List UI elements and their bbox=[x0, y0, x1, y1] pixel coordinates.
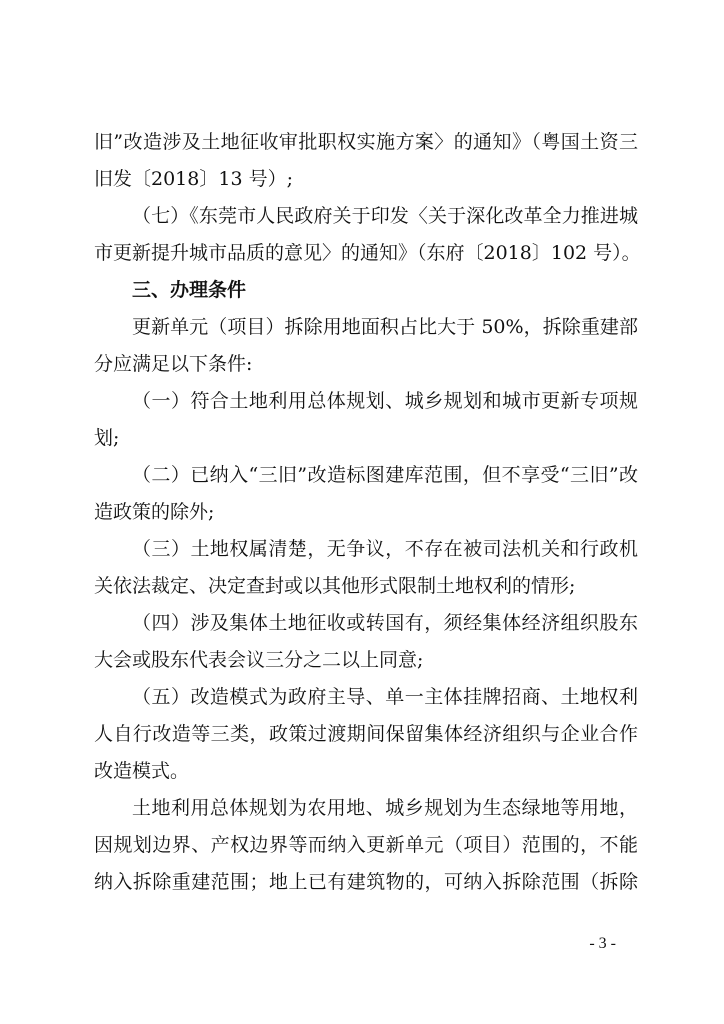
text-line: 市更新提升城市品质的意见〉的通知》（东府〔2018〕102 号）。 bbox=[94, 242, 641, 264]
text-line: 改造模式。 bbox=[94, 760, 190, 782]
text-line: 纳入拆除重建范围；地上已有建筑物的，可纳入拆除范围（拆除 bbox=[94, 871, 638, 893]
text-line: （一）符合土地利用总体规划、城乡规划和城市更新专项规 bbox=[132, 390, 638, 412]
text-line: 因规划边界、产权边界等而纳入更新单元（项目）范围的，不能 bbox=[94, 834, 638, 856]
text-line: 造政策的除外; bbox=[94, 501, 215, 523]
text-line: （七）《东莞市人民政府关于印发〈关于深化改革全力推进城 bbox=[132, 205, 638, 227]
text-line: 旧发〔2018〕13 号）; bbox=[94, 168, 293, 190]
text-line: 关依法裁定、决定查封或以其他形式限制土地权利的情形; bbox=[94, 575, 576, 597]
text-line: 更新单元（项目）拆除用地面积占比大于 50%，拆除重建部 bbox=[132, 316, 638, 338]
text-line: （四）涉及集体土地征收或转国有，须经集体经济组织股东 bbox=[132, 612, 638, 634]
text-line: 分应满足以下条件: bbox=[94, 353, 253, 375]
text-line: 旧”改造涉及土地征收审批职权实施方案〉的通知》（粤国土资三 bbox=[94, 131, 638, 153]
text-line: 大会或股东代表会议三分之二以上同意; bbox=[94, 649, 424, 671]
section-heading: 三、办理条件 bbox=[132, 279, 247, 301]
text-line: 土地利用总体规划为农用地、城乡规划为生态绿地等用地， bbox=[132, 797, 638, 819]
text-line: （三）土地权属清楚，无争议，不存在被司法机关和行政机 bbox=[132, 538, 638, 560]
page-number: - 3 - bbox=[589, 935, 616, 952]
text-line: （五）改造模式为政府主导、单一主体挂牌招商、土地权利 bbox=[132, 686, 638, 708]
text-line: （二）已纳入“三旧”改造标图建库范围，但不享受“三旧”改 bbox=[132, 464, 638, 486]
text-line: 划; bbox=[94, 427, 120, 449]
document-body bbox=[94, 124, 641, 901]
text-line: 人自行改造等三类，政策过渡期间保留集体经济组织与企业合作 bbox=[94, 723, 638, 745]
